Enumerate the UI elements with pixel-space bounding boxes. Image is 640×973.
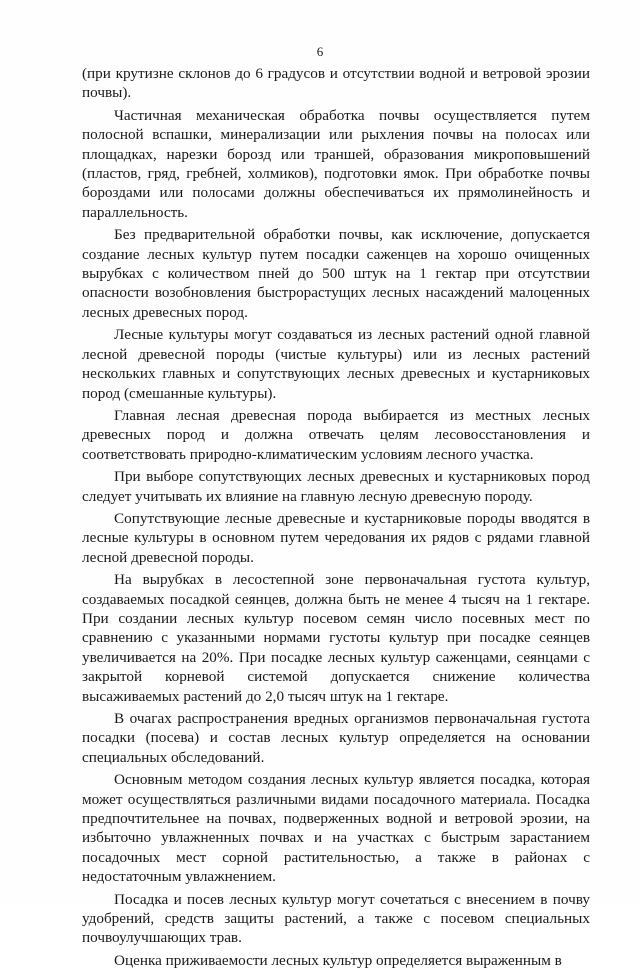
paragraph-survival-assessment: Оценка приживаемости лесных культур определяется выраженным в — [114, 951, 562, 969]
paragraph-density: На вырубках в лесостепной зоне первоначальная густота культур, создаваемых посадкой сеянцев, должна быть не менее 4 тысяч на 1 гектаре. При создании лесных культур посевом семян число посевных мест по сравнению с указанными нормами густоты культур при посадке сеянцев увеличивается на 20%. При посадке лесных культур саженцами, сеянцами с закрытой корневой системой допускается снижение количества высаживаемых растений до 2,0 тысяч штук на 1 гектаре. — [82, 571, 590, 705]
paragraph-forest-cultures-types: Лесные культуры могут создаваться из лесных растений одной главной лесной древесной породы (чистые культуры) или из лесных растений нескольких главных и сопутствующих лесных древесных и кустарниковых пород (смешанные культуры). — [82, 326, 590, 402]
paragraph-planting-method: Основным методом создания лесных культур является посадка, которая может осуществляться различными видами посадочного материала. Посадка предпочтительнее на почвах, подверженных водной и ветровой эрозии, на избыточно увлажненных почвах и на участках с быстрым зарастанием посадочных мест сорной растительностью, а также в районах с недостаточным увлажнением. — [82, 771, 590, 886]
body-text — [82, 64, 590, 973]
paragraph-fertilizers: Посадка и посев лесных культур могут сочетаться с внесением в почву удобрений, средств защиты растений, а также с посевом специальных почвоулучшающих трав. — [82, 890, 590, 947]
paragraph-main-species: Главная лесная древесная порода выбирается из местных лесных древесных пород и должна отвечать целям лесовосстановления и соответствовать природно-климатическим условиям лесного участка. — [82, 406, 590, 463]
paragraph-mechanical-processing: Частичная механическая обработка почвы осуществляется путем полосной вспашки, минерализации или рыхления почвы на полосах или площадках, нарезки борозд или траншей, образования микроповышений (пластов, гряд, гребней, холмиков), подготовки ямок. При обработке почвы бороздами или полосами должны обеспечиваться их прямолинейность и параллельность. — [82, 106, 590, 221]
paragraph-accompanying-choice: При выборе сопутствующих лесных древесных и кустарниковых пород следует учитывать их влияние на главную лесную древесную породу. — [82, 468, 590, 505]
paragraph-accompanying-introduction: Сопутствующие лесные древесные и кустарниковые породы вводятся в лесные культуры в основном путем чередования их рядов с рядами главной лесной древесной породы. — [82, 509, 590, 566]
paragraph-pest-areas: В очагах распространения вредных организмов первоначальная густота посадки (посева) и состав лесных культур определяется на основании специальных обследований. — [82, 710, 590, 766]
paragraph-no-preparation: Без предварительной обработки почвы, как исключение, допускается создание лесных культур путем посадки саженцев на хорошо очищенных вырубках с количеством пней до 500 штук на 1 гектар при отсутствии опасности возобновления быстрорастущих лесных насаждений малоценных лесных древесных пород. — [82, 226, 590, 321]
paragraph-continuation: (при крутизне склонов до 6 градусов и отсутствии водной и ветровой эрозии почвы). — [82, 65, 590, 102]
page-number: 6 — [316, 44, 324, 59]
